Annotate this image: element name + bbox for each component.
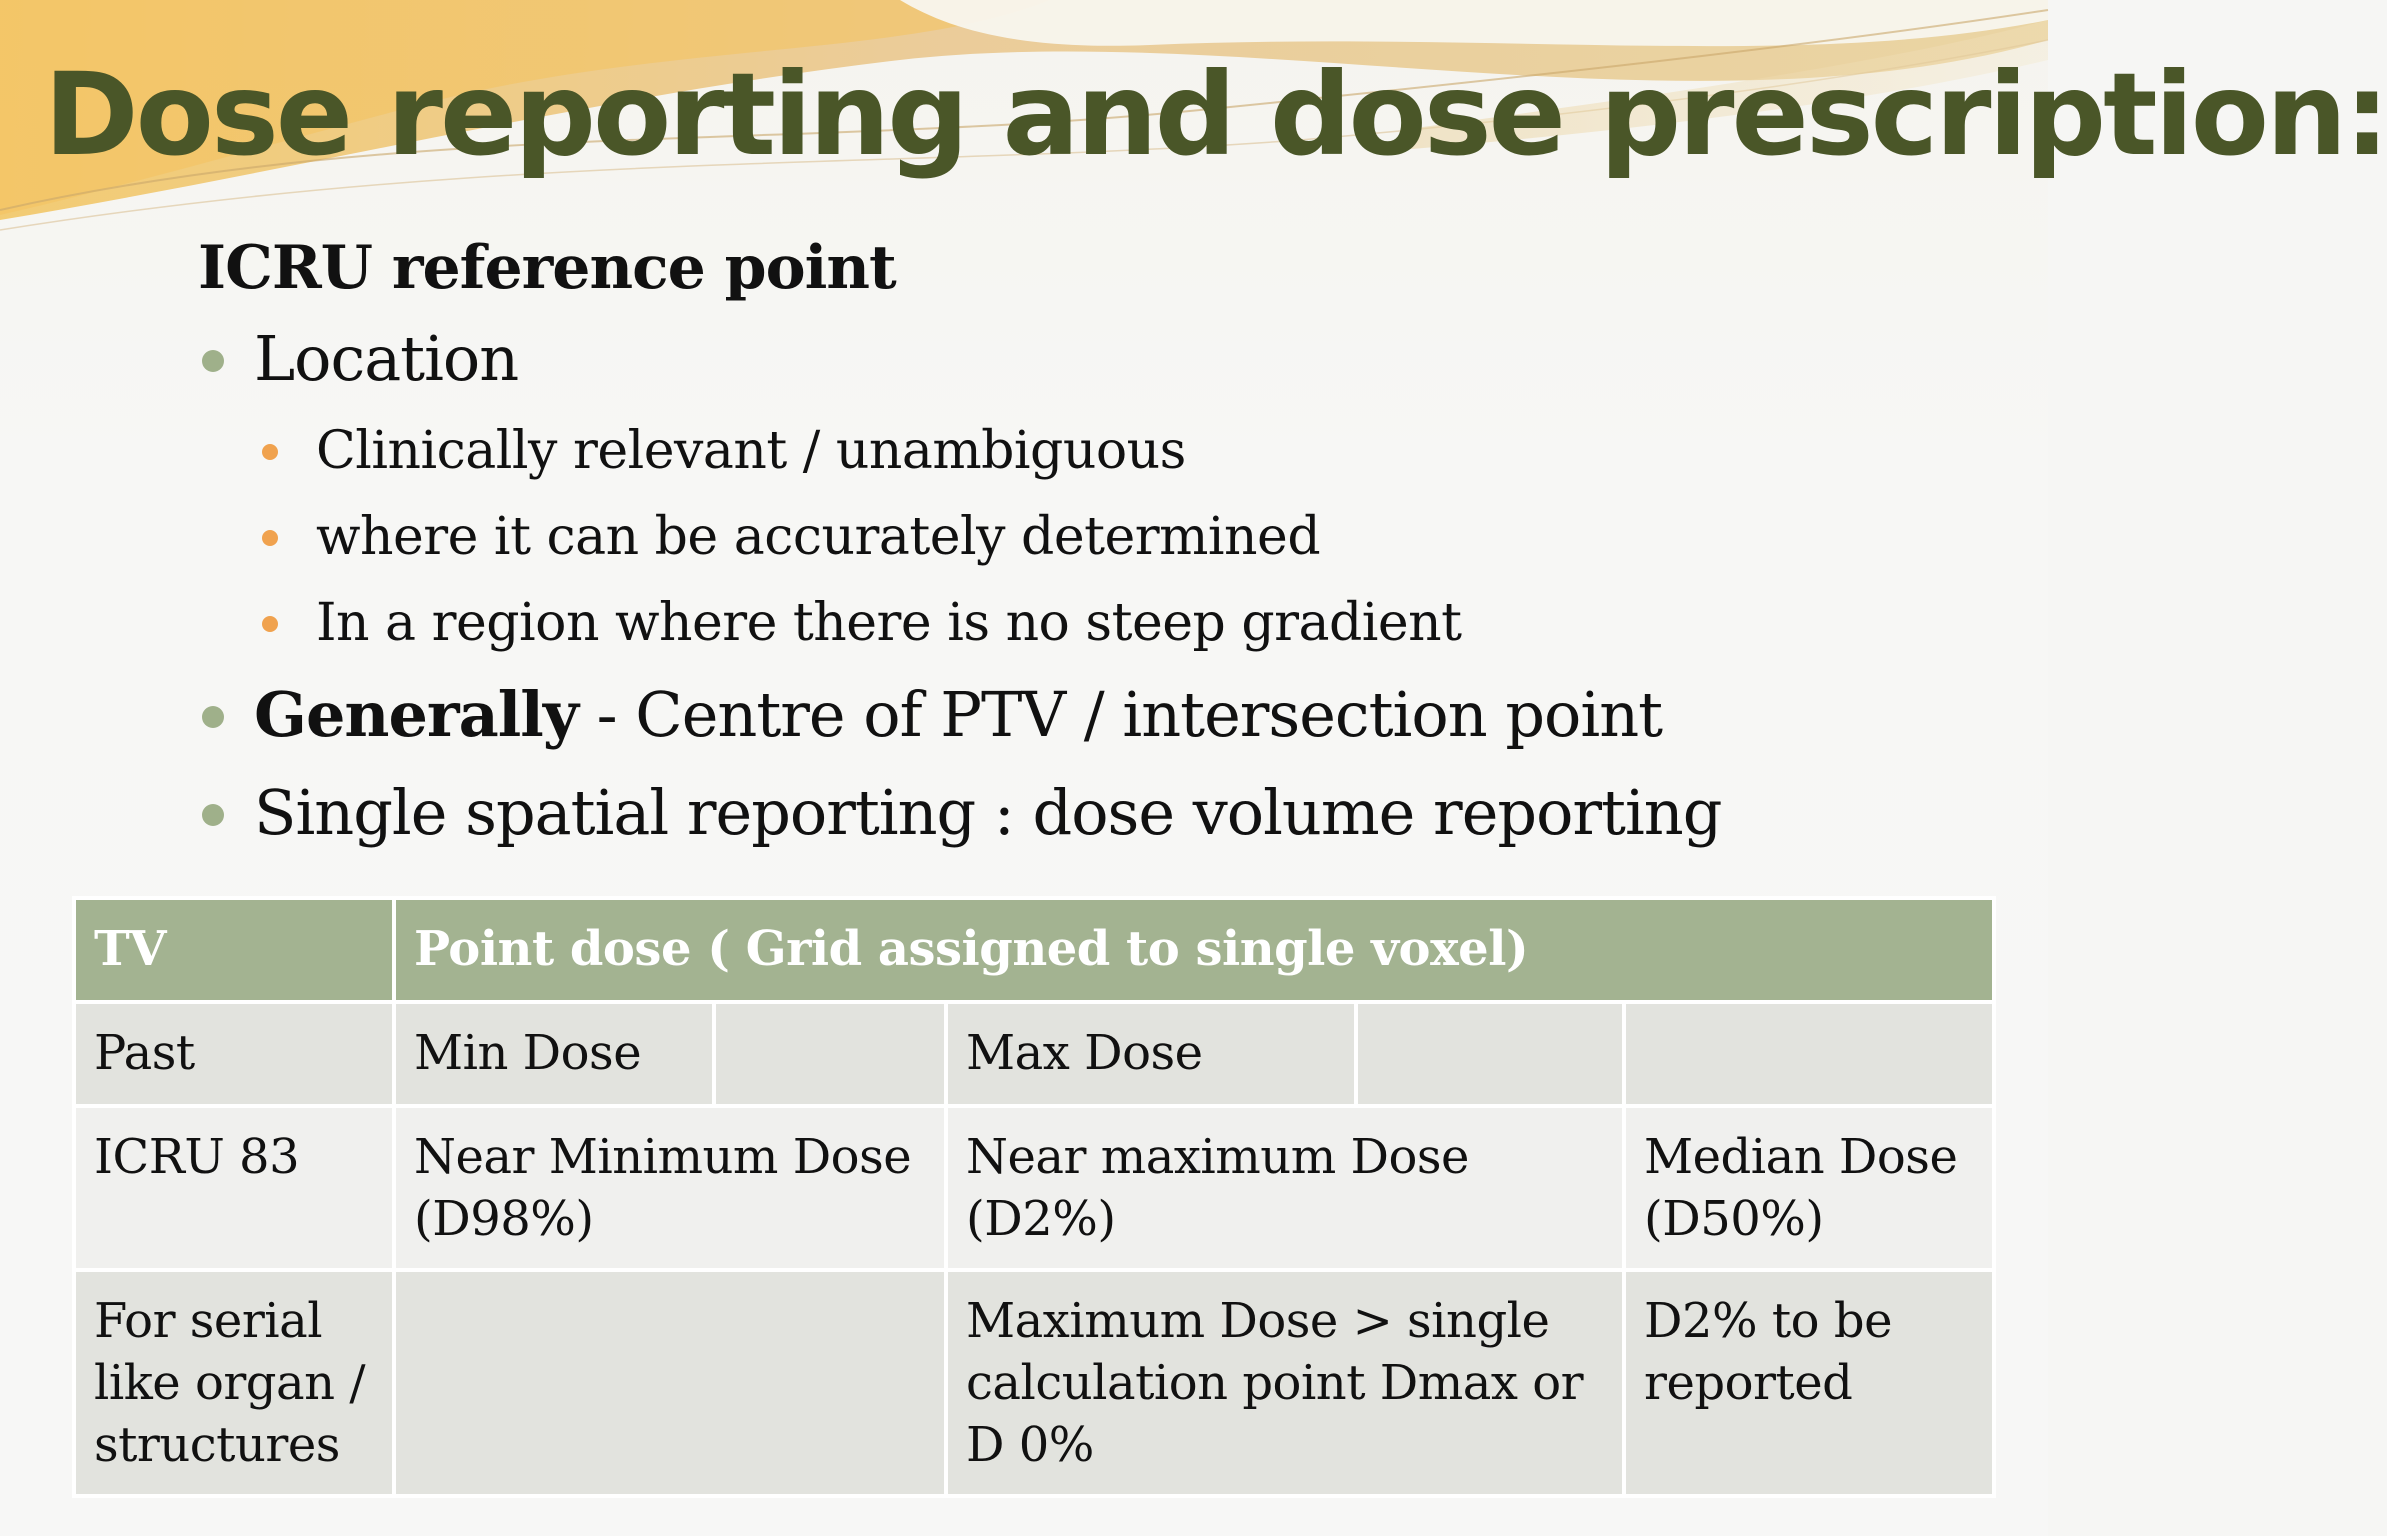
bullet-location-text: Location [254,322,519,395]
subheading: ICRU reference point [198,233,896,303]
sub-bullet-item [198,408,1978,494]
bullet-dot-icon [202,706,224,728]
slide-title: Dose reporting and dose prescription: [44,48,2387,181]
bullet-generally [198,666,1978,764]
table-cell [394,1270,946,1496]
slide-content [198,232,1978,862]
table-row [74,1002,1994,1106]
bullet-dot-icon [202,350,224,372]
table-cell: Past [74,1002,394,1106]
table-cell: Near maximum Dose (D2%) [946,1106,1624,1270]
bullet-single [198,764,1978,862]
sub-bullet-dot-icon [262,530,278,546]
bullet-generally-text: - Centre of PTV / intersection point [577,678,1663,751]
table-cell: D2% to be reported [1624,1270,1994,1496]
table-cell [1624,1002,1994,1106]
table-cell: Median Dose (D50%) [1624,1106,1994,1270]
dose-table [72,896,1996,1498]
table-row [74,1106,1994,1270]
sub-bullet-list [198,408,1978,666]
table-cell [1356,1002,1624,1106]
sub-bullet-item [198,580,1978,666]
bullet-dot-icon [202,804,224,826]
bullet-generally-bold: Generally [254,678,578,751]
table-header-row [74,898,1994,1002]
bullet-list [198,310,1978,862]
table-cell: Max Dose [946,1002,1356,1106]
table-cell: Maximum Dose > single calculation point Dmax or D 0% [946,1270,1624,1496]
table-cell [714,1002,946,1106]
table-cell: ICRU 83 [74,1106,394,1270]
bullet-single-text: Single spatial reporting : dose volume reporting [254,776,1722,849]
sub-bullet-text: where it can be accurately determined [316,507,1321,567]
table-cell: For serial like organ / structures [74,1270,394,1496]
sub-bullet-item [198,494,1978,580]
sub-bullet-dot-icon [262,444,278,460]
sub-bullet-text: Clinically relevant / unambiguous [316,421,1186,481]
table-cell: Min Dose [394,1002,714,1106]
dose-table-wrap [72,896,1992,1498]
table-row [74,1270,1994,1496]
header-cell-point-dose: Point dose ( Grid assigned to single voxel) [394,898,1994,1002]
sub-bullet-text: In a region where there is no steep gradient [316,593,1462,653]
sub-bullet-dot-icon [262,616,278,632]
bullet-location [198,310,1978,408]
header-cell-tv: TV [74,898,394,1002]
table-cell: Near Minimum Dose (D98%) [394,1106,946,1270]
sub-bullets [198,408,1978,666]
